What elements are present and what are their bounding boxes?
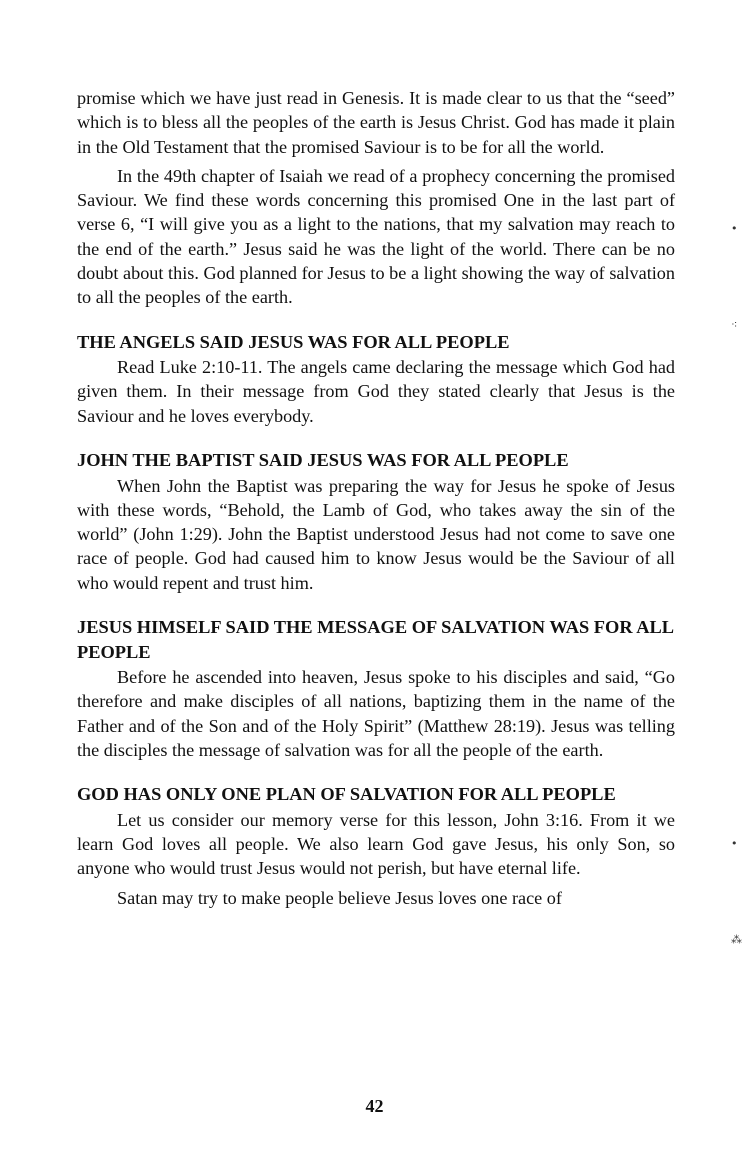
page-body xyxy=(77,86,675,910)
section-john-baptist-paragraph-1: When John the Baptist was preparing the way for Jesus he spoke of Jesus with these words, “Behold, the Lamb of God, who takes away the sin of the world” (John 1:29). John the Baptist understood Jesus had not come to save one race of people. God had caused him to know Jesus would be the Saviour of all who would repent and trust him. xyxy=(77,475,675,593)
section-one-plan-paragraph-1: Let us consider our memory verse for this lesson, John 3:16. From it we learn God loves all people. We also learn God gave Jesus, his only Son, so anyone who would trust Jesus would not perish, but have eternal life. xyxy=(77,809,675,879)
scan-speck: • xyxy=(731,837,738,850)
section-jesus-himself-paragraph-1: Before he ascended into heaven, Jesus spoke to his disciples and said, “Go therefore and make disciples of all nations, baptizing them in the name of the Father and of the Son and of the Holy Spirit” (Matthew 28:19). Jesus was telling the disciples the message of salvation was for all the people of the earth. xyxy=(77,667,675,760)
scan-speck: ⁂ xyxy=(731,933,742,946)
section-heading-john-baptist: JOHN THE BAPTIST SAID JESUS WAS FOR ALL PEOPLE xyxy=(77,450,569,471)
intro-paragraph-1: promise which we have just read in Genesis. It is made clear to us that the “seed” which is to bless all the peoples of the earth is Jesus Christ. God has made it plain in the Old Testament that the promised Saviour is to be for all the world. xyxy=(77,88,675,157)
intro-paragraph-2: In the 49th chapter of Isaiah we read of a prophecy concerning the promised Saviour. We find these words concerning this promised One in the last part of verse 6, “I will give you as a light to the nations, that my salvation may reach to the end of the earth.” Jesus said he was the light of the world. There can be no doubt about this. God planned for Jesus to be a light showing the way of salvation to all the peoples of the earth. xyxy=(77,165,675,308)
section-heading-one-plan: GOD HAS ONLY ONE PLAN OF SALVATION FOR ALL PEOPLE xyxy=(77,784,616,805)
section-heading-angels: THE ANGELS SAID JESUS WAS FOR ALL PEOPLE xyxy=(77,331,510,352)
page-number: 42 xyxy=(365,1096,384,1116)
section-one-plan-paragraph-2: Satan may try to make people believe Jesus loves one race of xyxy=(117,887,562,908)
scan-speck: ⁖ xyxy=(731,318,738,331)
section-angels-paragraph-1: Read Luke 2:10-11. The angels came declaring the message which God had given them. In their message from God they stated clearly that Jesus is the Saviour and he loves everybody. xyxy=(77,357,675,426)
scan-speck: • xyxy=(731,222,738,235)
section-heading-jesus-himself: JESUS HIMSELF SAID THE MESSAGE OF SALVATION WAS FOR ALL PEOPLE xyxy=(77,617,674,662)
